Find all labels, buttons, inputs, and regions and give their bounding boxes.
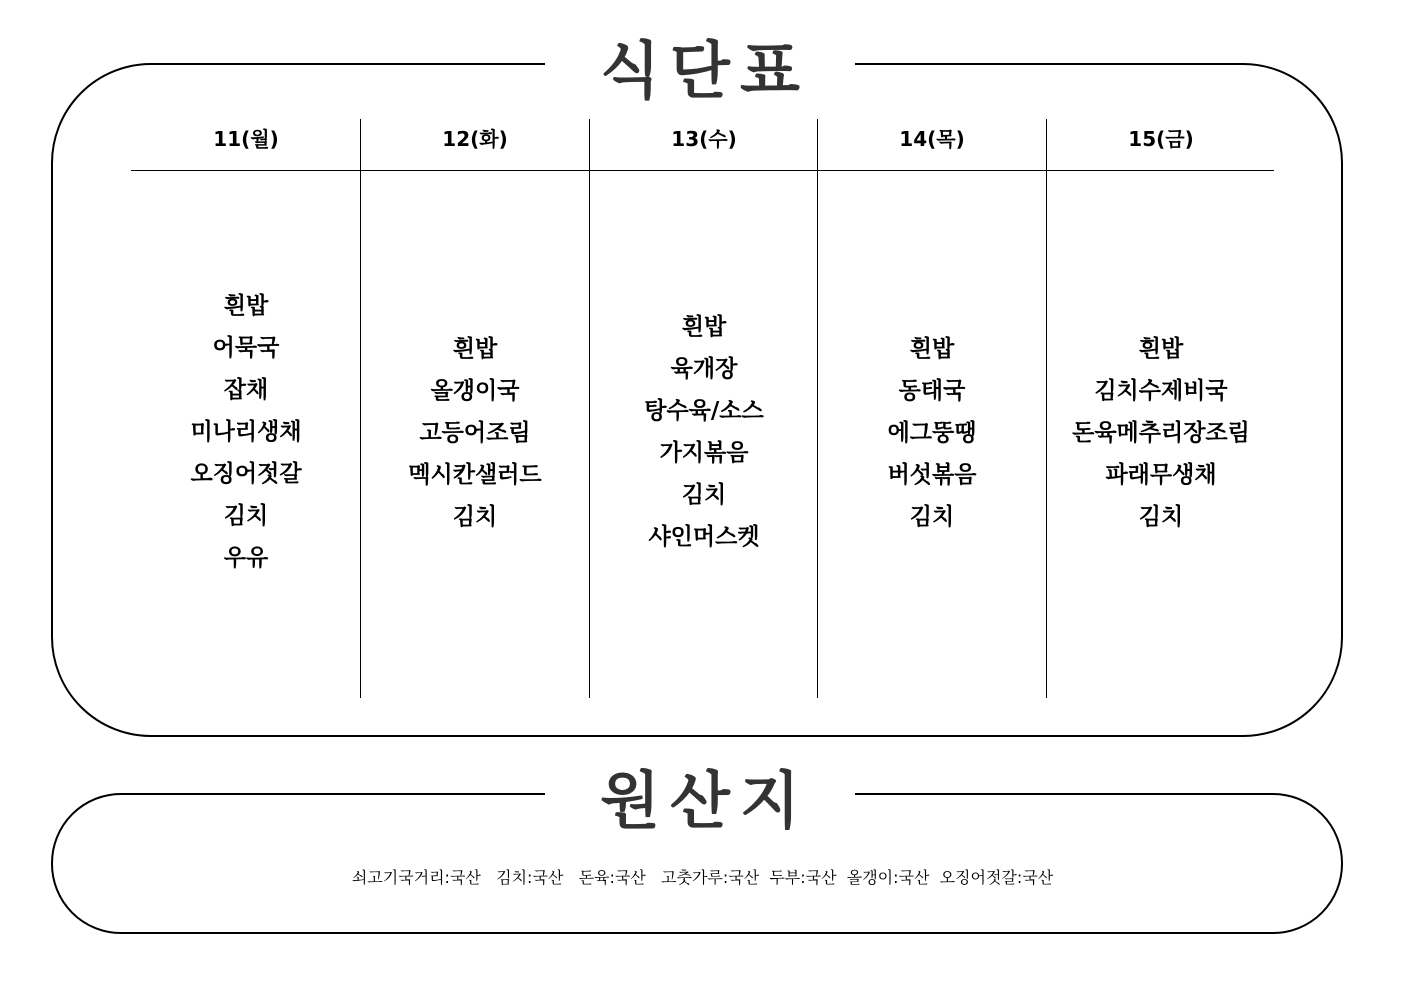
menu-item: 김치 [681,482,727,508]
menu-item: 버섯볶음 [887,462,977,488]
menu-item: 오징어젓갈 [190,461,302,487]
menu-item: 고등어조림 [419,420,531,446]
menu-item: 흰밥 [1138,336,1184,362]
day-header-friday: 15(금) [1128,127,1194,151]
origin-title-wrap [545,760,855,837]
menu-list-tuesday [361,328,589,538]
origin-title: 원산지 [600,763,810,837]
menu-title: 식단표 [600,33,810,107]
menu-item: 김치 [452,504,498,530]
day-header-monday: 11(월) [213,127,279,151]
header-divider [131,170,1274,171]
menu-item: 올갱이국 [430,378,520,404]
day-header-tuesday: 12(화) [442,127,508,151]
menu-item: 김치 [1138,504,1184,530]
day-header-wednesday: 13(수) [671,127,737,151]
origin-info: 쇠고기국거리:국산 김치:국산 돈육:국산 고춧가루:국산 두부:국산 올갱이:국산 오징어젓갈:국산 [351,868,1054,887]
menu-item: 멕시칸샐러드 [408,462,542,488]
day-header-thursday: 14(목) [899,127,965,151]
menu-item: 샤인머스켓 [648,524,760,550]
menu-item: 흰밥 [909,336,955,362]
menu-item: 김치수제비국 [1094,378,1228,404]
menu-item: 에그뚱땡 [887,420,977,446]
menu-item: 탕수육/소스 [644,398,764,424]
menu-item: 흰밥 [452,336,498,362]
menu-item: 어묵국 [212,335,280,361]
menu-item: 육개장 [670,356,738,382]
menu-item: 흰밥 [681,314,727,340]
menu-item: 가지볶음 [659,440,749,466]
menu-item: 잡채 [223,377,269,403]
menu-list-friday [1047,328,1275,538]
menu-item: 흰밥 [223,293,269,319]
menu-list-monday [132,285,360,579]
menu-item: 파래무생채 [1105,462,1217,488]
menu-item: 김치 [909,504,955,530]
menu-item: 김치 [223,503,269,529]
menu-list-thursday [818,328,1046,538]
menu-item: 돈육메추리장조림 [1072,420,1250,446]
menu-title-wrap [545,30,855,107]
menu-item: 동태국 [898,378,966,404]
menu-item: 우유 [223,545,269,571]
menu-list-wednesday [590,306,818,558]
menu-item: 미나리생채 [190,419,302,445]
